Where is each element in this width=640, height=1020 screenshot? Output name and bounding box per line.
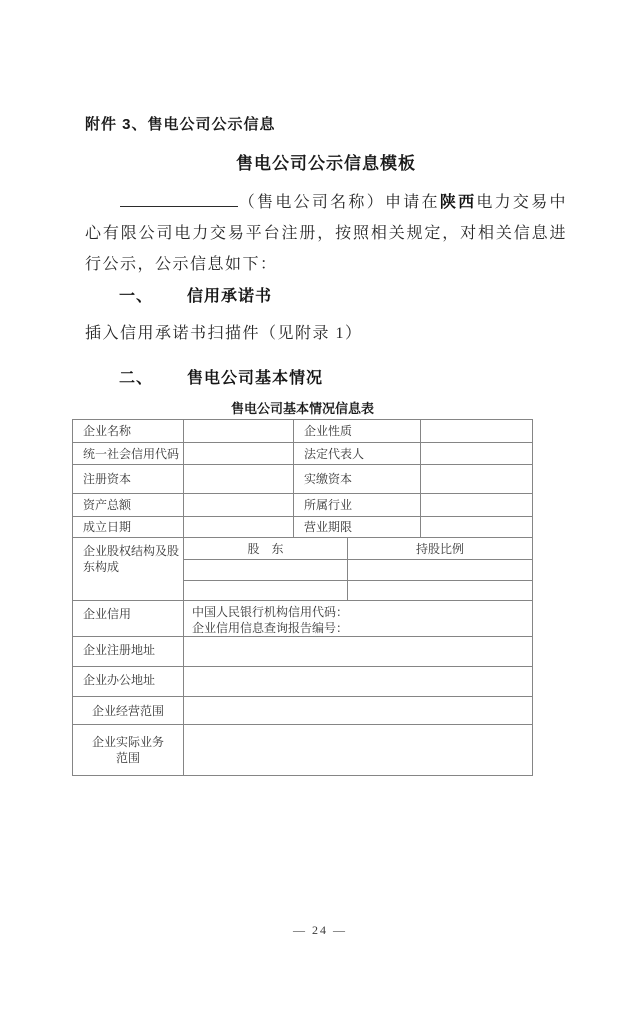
equity-data-row [184, 560, 532, 581]
ratio-header: 持股比例 [415, 541, 464, 556]
value-cell [184, 494, 294, 516]
label-cell [73, 725, 184, 775]
value-cell [184, 667, 532, 696]
label-cell: 企业股权结构及股东构成 [73, 538, 184, 600]
table-row-company-name [73, 420, 532, 443]
intro-text-before-bold: （售电公司名称）申请在 [238, 194, 440, 211]
value-cell [421, 443, 532, 464]
label-cell: 企业性质 [294, 420, 421, 442]
label-cell: 所属行业 [294, 494, 421, 516]
ratio-cell [348, 581, 532, 600]
label-text: 企业实际业务范围 [91, 735, 164, 765]
section-2-title: 售电公司基本情况 [187, 370, 324, 387]
shareholder-cell [184, 560, 348, 580]
equity-data-row [184, 581, 532, 600]
shareholder-header: 股 东 [184, 538, 348, 559]
intro-paragraph [85, 187, 567, 280]
section-heading-1 [119, 286, 640, 307]
table-row-total-assets [73, 494, 532, 517]
label-cell: 实缴资本 [294, 465, 421, 493]
label-cell: 注册资本 [73, 465, 184, 493]
value-cell [421, 465, 532, 493]
basic-info-table [72, 419, 533, 776]
table-row-equity-structure [73, 538, 532, 601]
section-1-body: 插入信用承诺书扫描件（见附录 1） [85, 325, 363, 342]
table-row-business-scope [73, 697, 532, 725]
section-1-number: 一、 [119, 288, 154, 305]
table-row-registered-capital [73, 465, 532, 494]
document-title: 售电公司公示信息模板 [236, 154, 416, 173]
section-heading-2 [119, 368, 640, 389]
label-cell: 法定代表人 [294, 443, 421, 464]
table-row-actual-business-scope [73, 725, 532, 775]
document-page [0, 115, 640, 776]
table-caption: 售电公司基本情况信息表 [230, 401, 374, 416]
label-cell: 企业办公地址 [73, 667, 184, 696]
table-row-office-address [73, 667, 532, 697]
company-name-blank-line [120, 190, 238, 207]
shareholder-cell [184, 581, 348, 600]
value-cell [421, 494, 532, 516]
intro-bold-word: 陕西 [439, 194, 477, 211]
value-cell [184, 697, 532, 724]
credit-line-1: 中国人民银行机构信用代码： [192, 605, 349, 619]
credit-value-cell [184, 601, 532, 636]
label-cell: 企业注册地址 [73, 637, 184, 666]
value-cell [184, 725, 532, 775]
label-cell: 企业信用 [73, 601, 184, 636]
label-cell: 成立日期 [73, 517, 184, 537]
section-1-title: 信用承诺书 [187, 288, 273, 305]
table-row-enterprise-credit [73, 601, 532, 637]
value-cell [184, 420, 294, 442]
equity-subtable [184, 538, 532, 600]
section-2-number: 二、 [119, 370, 154, 387]
table-row-founding-date [73, 517, 532, 538]
table-row-registered-address [73, 637, 532, 667]
attachment-heading: 附件 3、售电公司公示信息 [85, 116, 276, 133]
value-cell [421, 420, 532, 442]
table-row-credit-code [73, 443, 532, 465]
ratio-cell [348, 560, 532, 580]
value-cell [421, 517, 532, 537]
value-cell [184, 517, 294, 537]
label-cell: 企业经营范围 [73, 697, 184, 724]
intro-text-after-bold: 电力交易中心有限公司电力交易平台注册，按照相关规定，对相关信息进行公示，公示信息如下： [85, 194, 567, 273]
page-number: — 24 — [293, 923, 347, 937]
label-cell: 企业名称 [73, 420, 184, 442]
value-cell [184, 465, 294, 493]
label-cell: 资产总额 [73, 494, 184, 516]
value-cell [184, 637, 532, 666]
value-cell [184, 443, 294, 464]
equity-header-row [184, 538, 532, 560]
label-cell: 营业期限 [294, 517, 421, 537]
label-cell: 统一社会信用代码 [73, 443, 184, 464]
credit-line-2: 企业信用信息查询报告编号： [192, 621, 349, 635]
